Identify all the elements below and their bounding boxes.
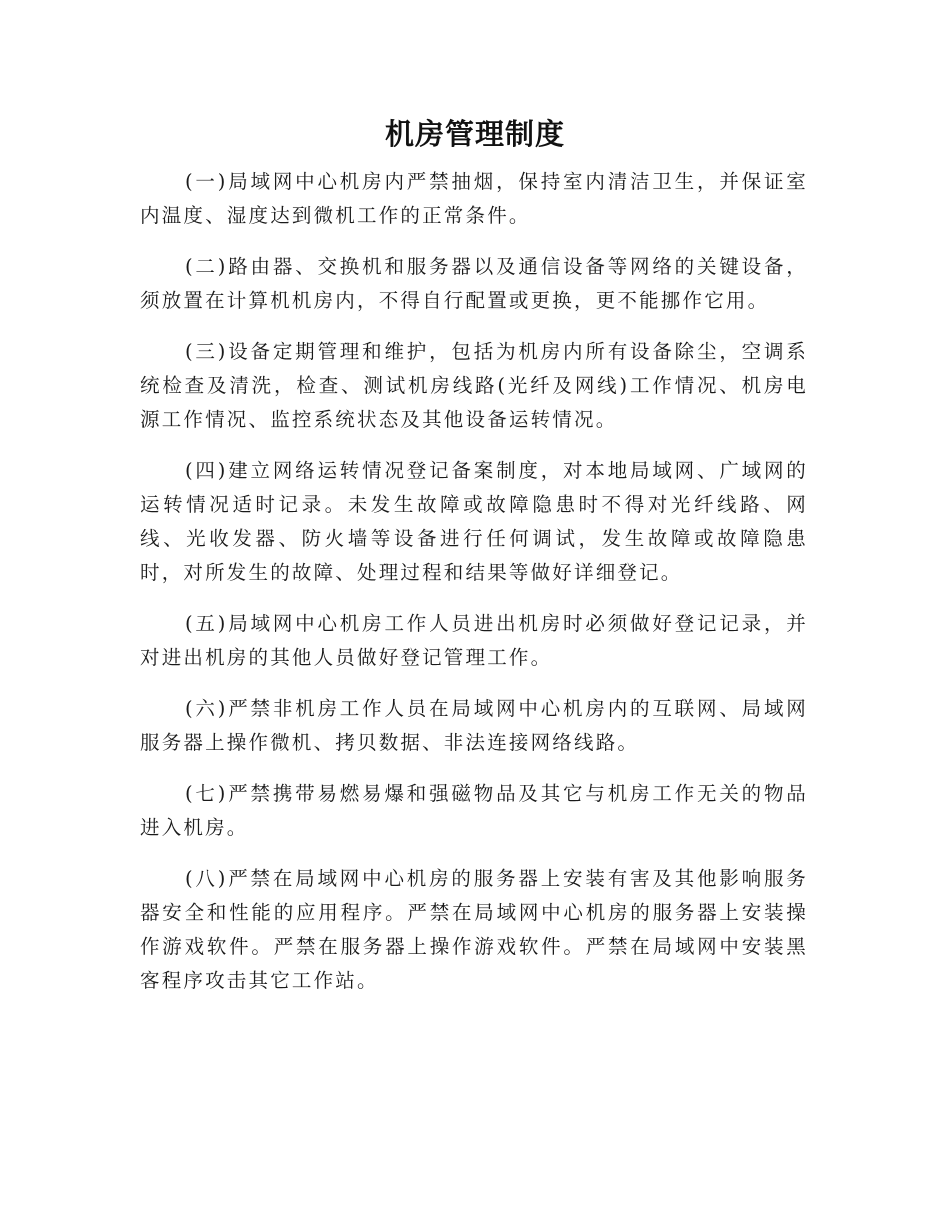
- paragraph-3: (三)设备定期管理和维护，包括为机房内所有设备除尘，空调系统检查及清洗，检查、测试机房线路(光纤及网线)工作情况、机房电源工作情况、监控系统状态及其他设备运转情况。: [140, 340, 808, 431]
- paragraph-7: (七)严禁携带易燃易爆和强磁物品及其它与机房工作无关的物品进入机房。: [140, 782, 808, 839]
- paragraph-4: (四)建立网络运转情况登记备案制度，对本地局域网、广域网的运转情况适时记录。未发生故障或故障隐患时不得对光纤线路、网线、光收发器、防火墙等设备进行任何调试，发生故障或故障隐患时，对所发生的故障、处理过程和结果等做好详细登记。: [140, 459, 808, 584]
- paragraph-1: (一)局域网中心机房内严禁抽烟，保持室内清洁卫生，并保证室内温度、湿度达到微机工作的正常条件。: [140, 170, 808, 227]
- document-body: [140, 165, 808, 1015]
- paragraph-6: (六)严禁非机房工作人员在局域网中心机房内的互联网、局域网服务器上操作微机、拷贝数据、非法连接网络线路。: [140, 697, 808, 754]
- paragraph-8: (八)严禁在局域网中心机房的服务器上安装有害及其他影响服务器安全和性能的应用程序。严禁在局域网中心机房的服务器上安装操作游戏软件。严禁在服务器上操作游戏软件。严禁在局域网中安装黑客程序攻击其它工作站。: [140, 867, 808, 992]
- document-title: 机房管理制度: [384, 117, 565, 151]
- paragraph-5: (五)局域网中心机房工作人员进出机房时必须做好登记记录，并对进出机房的其他人员做好登记管理工作。: [140, 612, 808, 669]
- paragraph-2: (二)路由器、交换机和服务器以及通信设备等网络的关键设备，须放置在计算机机房内，不得自行配置或更换，更不能挪作它用。: [140, 255, 808, 312]
